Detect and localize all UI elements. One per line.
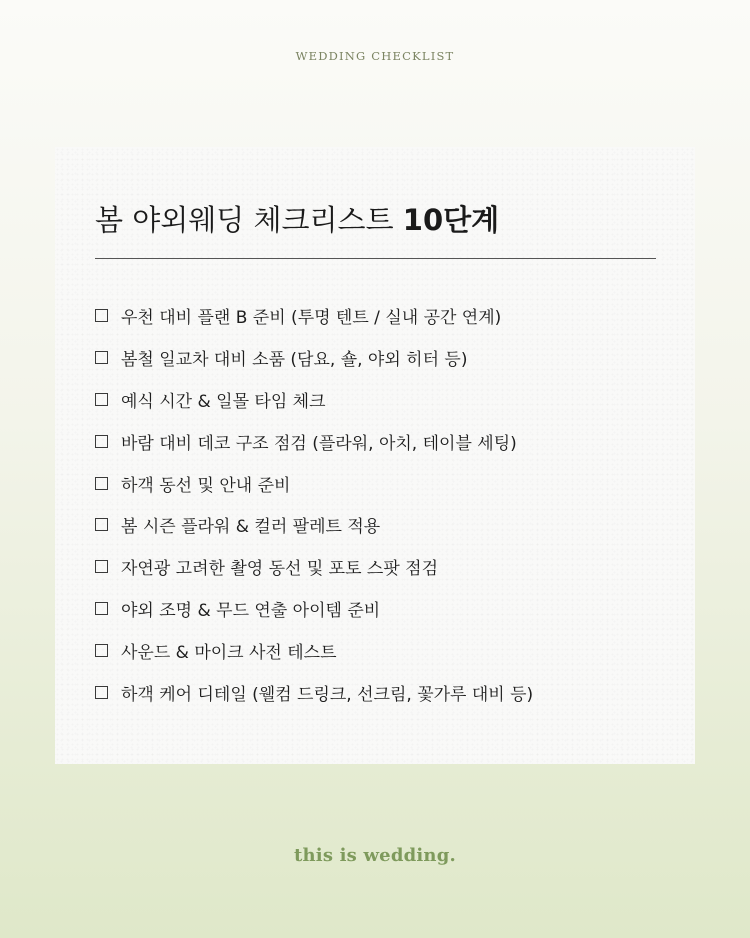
checkbox[interactable] (95, 686, 108, 699)
checklist-item-label: 봄 시즌 플라워 & 컬러 팔레트 적용 (121, 517, 381, 538)
brand-wordmark: this is wedding. (294, 845, 456, 866)
checklist-item (95, 546, 533, 588)
checklist-item-label: 자연광 고려한 촬영 동선 및 포토 스팟 점검 (121, 559, 439, 580)
checklist-item-label: 하객 케어 디테일 (웰컴 드링크, 선크림, 꽃가루 대비 등) (121, 684, 534, 705)
checklist-item (95, 337, 533, 379)
checklist-item (95, 295, 533, 337)
checklist-item-label: 하객 동선 및 안내 준비 (121, 475, 291, 496)
checklist-item-label: 예식 시간 & 일몰 타임 체크 (121, 391, 326, 412)
header-label: WEDDING CHECKLIST (295, 49, 455, 63)
checkbox[interactable] (95, 602, 108, 615)
checkbox[interactable] (95, 435, 108, 448)
checklist-item-label: 봄철 일교차 대비 소품 (담요, 숄, 야외 히터 등) (121, 350, 468, 371)
checkbox[interactable] (95, 351, 108, 364)
title-step-count: 10단계 (402, 203, 500, 237)
page-title (95, 203, 499, 238)
checkbox[interactable] (95, 393, 108, 406)
checklist (95, 295, 533, 713)
checklist-item (95, 671, 533, 713)
checkbox[interactable] (95, 309, 108, 322)
title-main: 봄 야외웨딩 체크리스트 (95, 203, 403, 237)
checklist-item-label: 바람 대비 데코 구조 점검 (플라워, 아치, 테이블 세팅) (121, 433, 517, 454)
checklist-item (95, 629, 533, 671)
checklist-item (95, 379, 533, 421)
checklist-item-label: 우천 대비 플랜 B 준비 (투명 텐트 / 실내 공간 연계) (121, 308, 502, 329)
checklist-item (95, 504, 533, 546)
checklist-item (95, 462, 533, 504)
checklist-item (95, 588, 533, 630)
checkbox[interactable] (95, 477, 108, 490)
checkbox[interactable] (95, 560, 108, 573)
checkbox[interactable] (95, 644, 108, 657)
title-divider (95, 258, 656, 259)
checklist-item-label: 야외 조명 & 무드 연출 아이템 준비 (121, 600, 381, 621)
checklist-item (95, 420, 533, 462)
checkbox[interactable] (95, 518, 108, 531)
checklist-card (55, 147, 695, 764)
checklist-item-label: 사운드 & 마이크 사전 테스트 (121, 642, 337, 663)
